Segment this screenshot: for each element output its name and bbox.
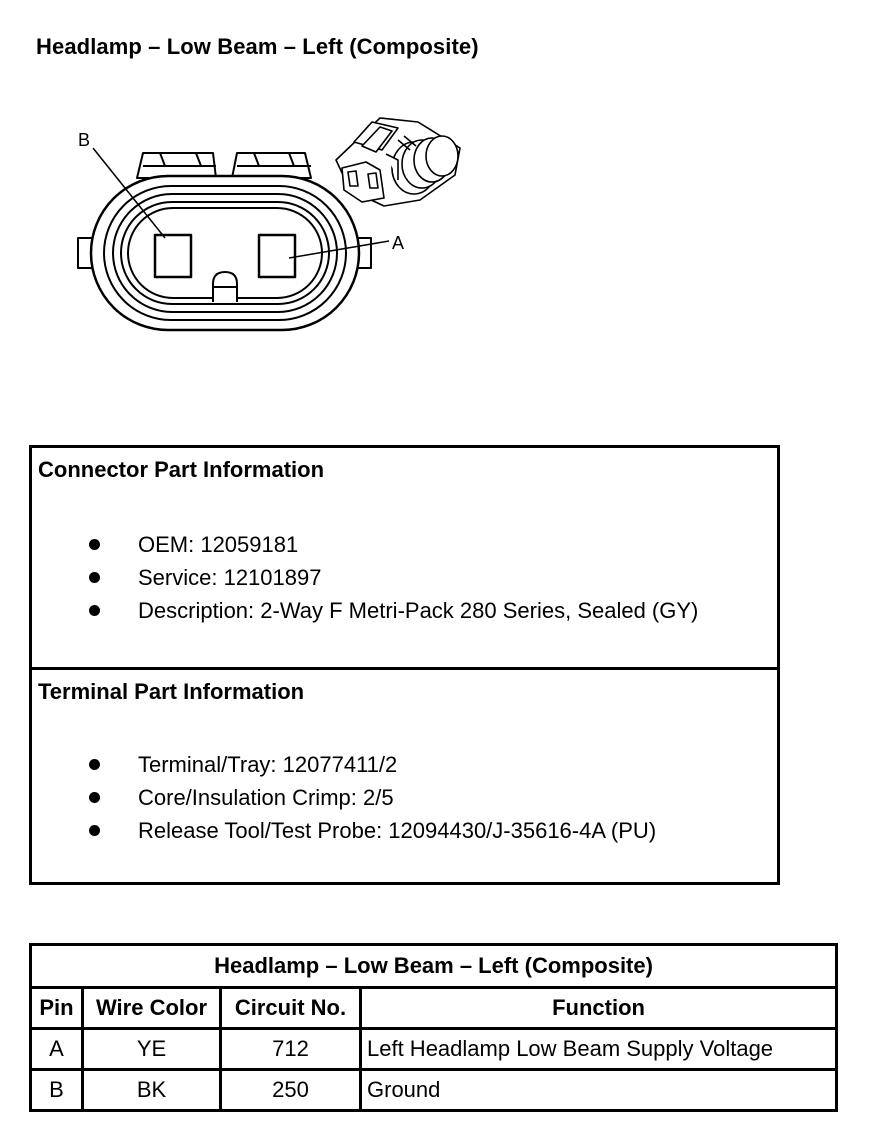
terminal-part-section (32, 670, 777, 882)
bullet-icon (89, 539, 100, 550)
connector-part-list (32, 528, 698, 627)
table-header-row (31, 988, 837, 1029)
part-info-box (29, 445, 780, 885)
table-caption: Headlamp – Low Beam – Left (Composite) (31, 945, 837, 988)
column-header-function: Function (361, 988, 837, 1029)
list-item: Terminal/Tray: 12077411/2 (32, 748, 656, 781)
list-item: Description: 2-Way F Metri-Pack 280 Series, Sealed (GY) (32, 594, 698, 627)
cell-function: Left Headlamp Low Beam Supply Voltage (361, 1029, 837, 1070)
list-item: Core/Insulation Crimp: 2/5 (32, 781, 656, 814)
connector-part-section (32, 448, 777, 670)
list-item: Release Tool/Test Probe: 12094430/J-35616-4A (PU) (32, 814, 656, 847)
list-item: OEM: 12059181 (32, 528, 698, 561)
column-header-wire-color: Wire Color (83, 988, 221, 1029)
bullet-icon (89, 605, 100, 616)
cell-circuit-no: 250 (221, 1070, 361, 1111)
bullet-icon (89, 792, 100, 803)
cell-function: Ground (361, 1070, 837, 1111)
terminal-part-heading: Terminal Part Information (38, 679, 305, 704)
terminal-part-list (32, 748, 656, 847)
label-a: A (392, 233, 405, 253)
bullet-icon (89, 825, 100, 836)
label-b: B (78, 130, 91, 150)
list-item: Service: 12101897 (32, 561, 698, 594)
connector-part-heading: Connector Part Information (38, 457, 325, 482)
cell-pin: B (31, 1070, 83, 1111)
cell-wire-color: YE (83, 1029, 221, 1070)
table-row (31, 1029, 837, 1070)
cell-wire-color: BK (83, 1070, 221, 1111)
column-header-circuit-no: Circuit No. (221, 988, 361, 1029)
cell-circuit-no: 712 (221, 1029, 361, 1070)
pin-table (29, 943, 838, 1112)
cell-pin: A (31, 1029, 83, 1070)
bullet-icon (89, 572, 100, 583)
table-caption-row (31, 945, 837, 988)
bullet-icon (89, 759, 100, 770)
table-row (31, 1070, 837, 1111)
page-title: Headlamp – Low Beam – Left (Composite) (36, 34, 479, 59)
connector-diagram (0, 0, 880, 420)
connector-iso-icon (336, 118, 460, 206)
column-header-pin: Pin (31, 988, 83, 1029)
